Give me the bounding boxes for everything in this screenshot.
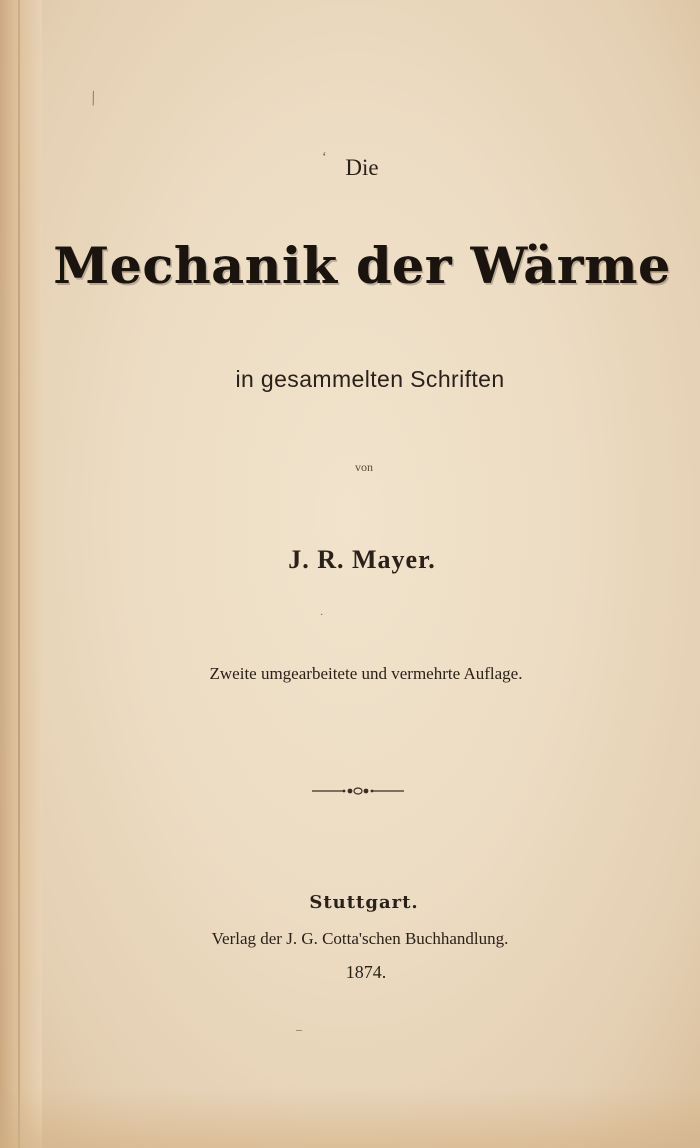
- publisher-line: Verlag der J. G. Cotta'schen Buchhandlung.: [211, 929, 509, 948]
- author-name: J. R. Mayer.: [288, 545, 436, 574]
- ornament-divider: [0, 782, 700, 800]
- title-article: Die: [345, 155, 379, 180]
- by-line: von: [355, 460, 373, 474]
- ink-dash: –: [296, 1022, 302, 1036]
- publication-year: 1874.: [345, 962, 387, 982]
- edition-statement: Zweite umgearbeitete und vermehrte Auflage.: [209, 664, 523, 683]
- pencil-mark: ∕: [86, 89, 101, 108]
- main-title: Mechanik der Wärme: [53, 236, 671, 295]
- ink-dot: ·: [320, 610, 324, 621]
- subtitle: in gesammelten Schriften: [235, 366, 505, 392]
- paper-stain: [0, 1088, 700, 1148]
- ink-speck: ‘: [322, 150, 327, 165]
- publication-place: Stuttgart.: [309, 892, 419, 913]
